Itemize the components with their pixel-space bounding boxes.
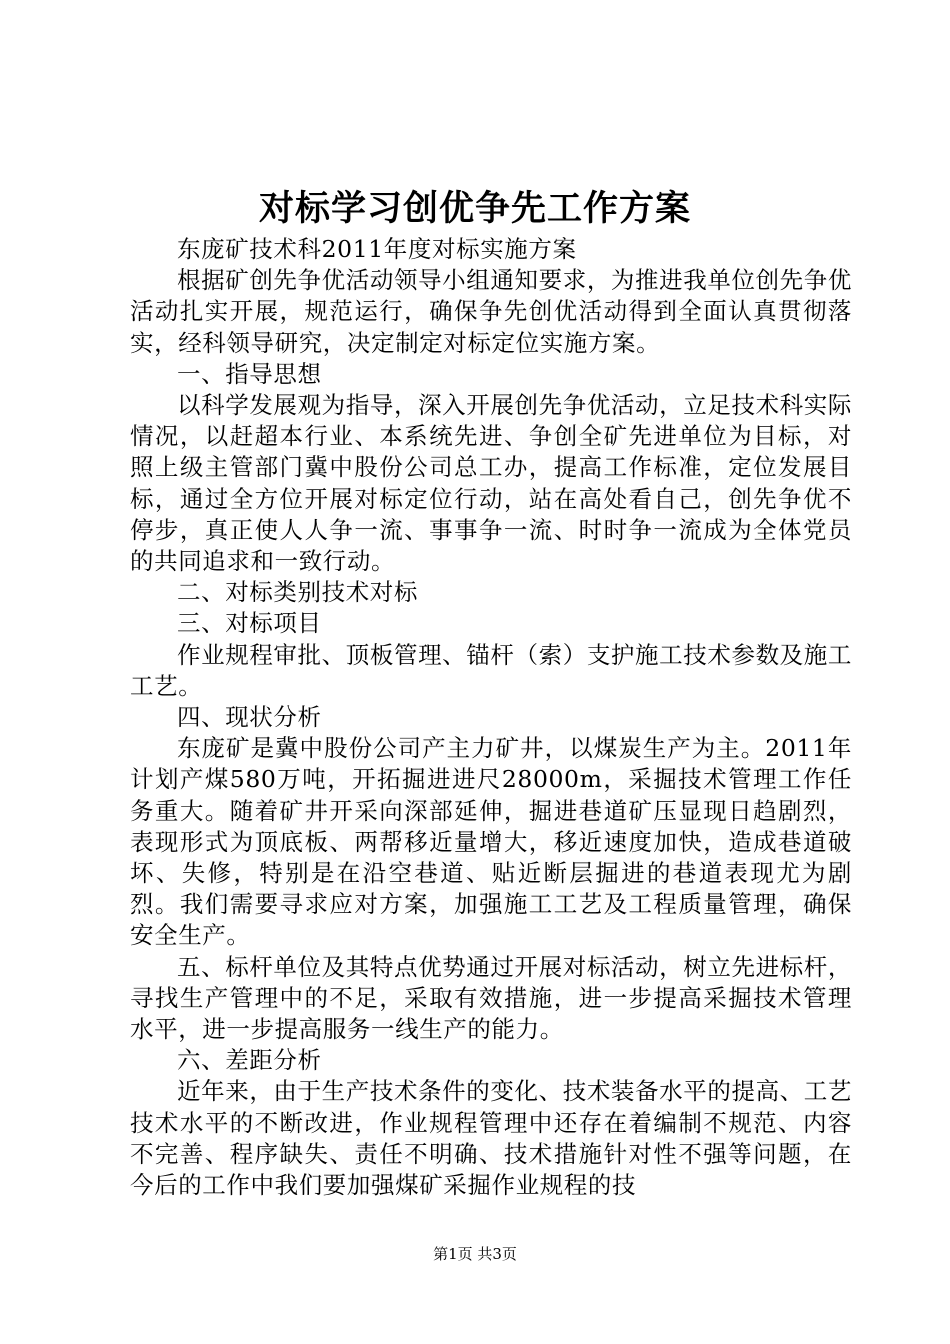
paragraph-gap-analysis: 近年来，由于生产技术条件的变化、技术装备水平的提高、工艺技术水平的不断改进，作业规程管理中还存在着编制不规范、内容不完善、程序缺失、责任不明确、技术措施针对性不强等问题，在今后的工作中我们要加强煤矿采掘作业规程的技 xyxy=(130,1077,852,1200)
paragraph-subtitle: 东庞矿技术科2011年度对标实施方案 xyxy=(177,235,577,263)
paragraph-status-analysis: 东庞矿是冀中股份公司产主力矿井，以煤炭生产为主。2011年计划产煤580万吨，开拓掘进进尺28000m，采掘技术管理工作任务重大。随着矿井开采向深部延伸，掘进巷道矿压显现日趋剧烈，表现形式为顶底板、两帮移近量增大，移近速度加快，造成巷道破坏、失修，特别是在沿空巷道、贴近断层掘进的巷道表现尤为剧烈。我们需要寻求应对方案，加强施工工艺及工程质量管理，确保安全生产。 xyxy=(130,734,852,950)
section-heading-2: 二、对标类别技术对标 xyxy=(177,578,418,607)
paragraph-benchmark-items: 作业规程审批、顶板管理、锚杆（索）支护施工技术参数及施工工艺。 xyxy=(130,640,852,700)
section-heading-6: 六、差距分析 xyxy=(177,1046,322,1075)
paragraph-intro: 根据矿创先争优活动领导小组通知要求，为推进我单位创先争优活动扎实开展，规范运行，确保争先创优活动得到全面认真贯彻落实，经科领导研究，决定制定对标定位实施方案。 xyxy=(130,266,852,357)
document-body xyxy=(130,234,852,1201)
paragraph-benchmark-unit: 五、标杆单位及其特点优势通过开展对标活动，树立先进标杆，寻找生产管理中的不足，采取有效措施，进一步提高采掘技术管理水平，进一步提高服务一线生产的能力。 xyxy=(130,952,852,1044)
paragraph-guiding-ideology: 以科学发展观为指导，深入开展创先争优活动，立足技术科实际情况，以赶超本行业、本系统先进、争创全矿先进单位为目标，对照上级主管部门冀中股份公司总工办，提高工作标准，定位发展目标，通过全方位开展对标定位行动，站在高处看自己，创先争优不停步，真正使人人争一流、事事争一流、时时争一流成为全体党员的共同追求和一致行动。 xyxy=(130,391,852,576)
document-title: 对标学习创优争先工作方案 xyxy=(258,188,691,229)
section-heading-3: 三、对标项目 xyxy=(177,609,322,638)
section-heading-4: 四、现状分析 xyxy=(177,703,322,732)
page-footer: 第1页 共3页 xyxy=(433,1245,517,1263)
section-heading-1: 一、指导思想 xyxy=(177,359,322,388)
